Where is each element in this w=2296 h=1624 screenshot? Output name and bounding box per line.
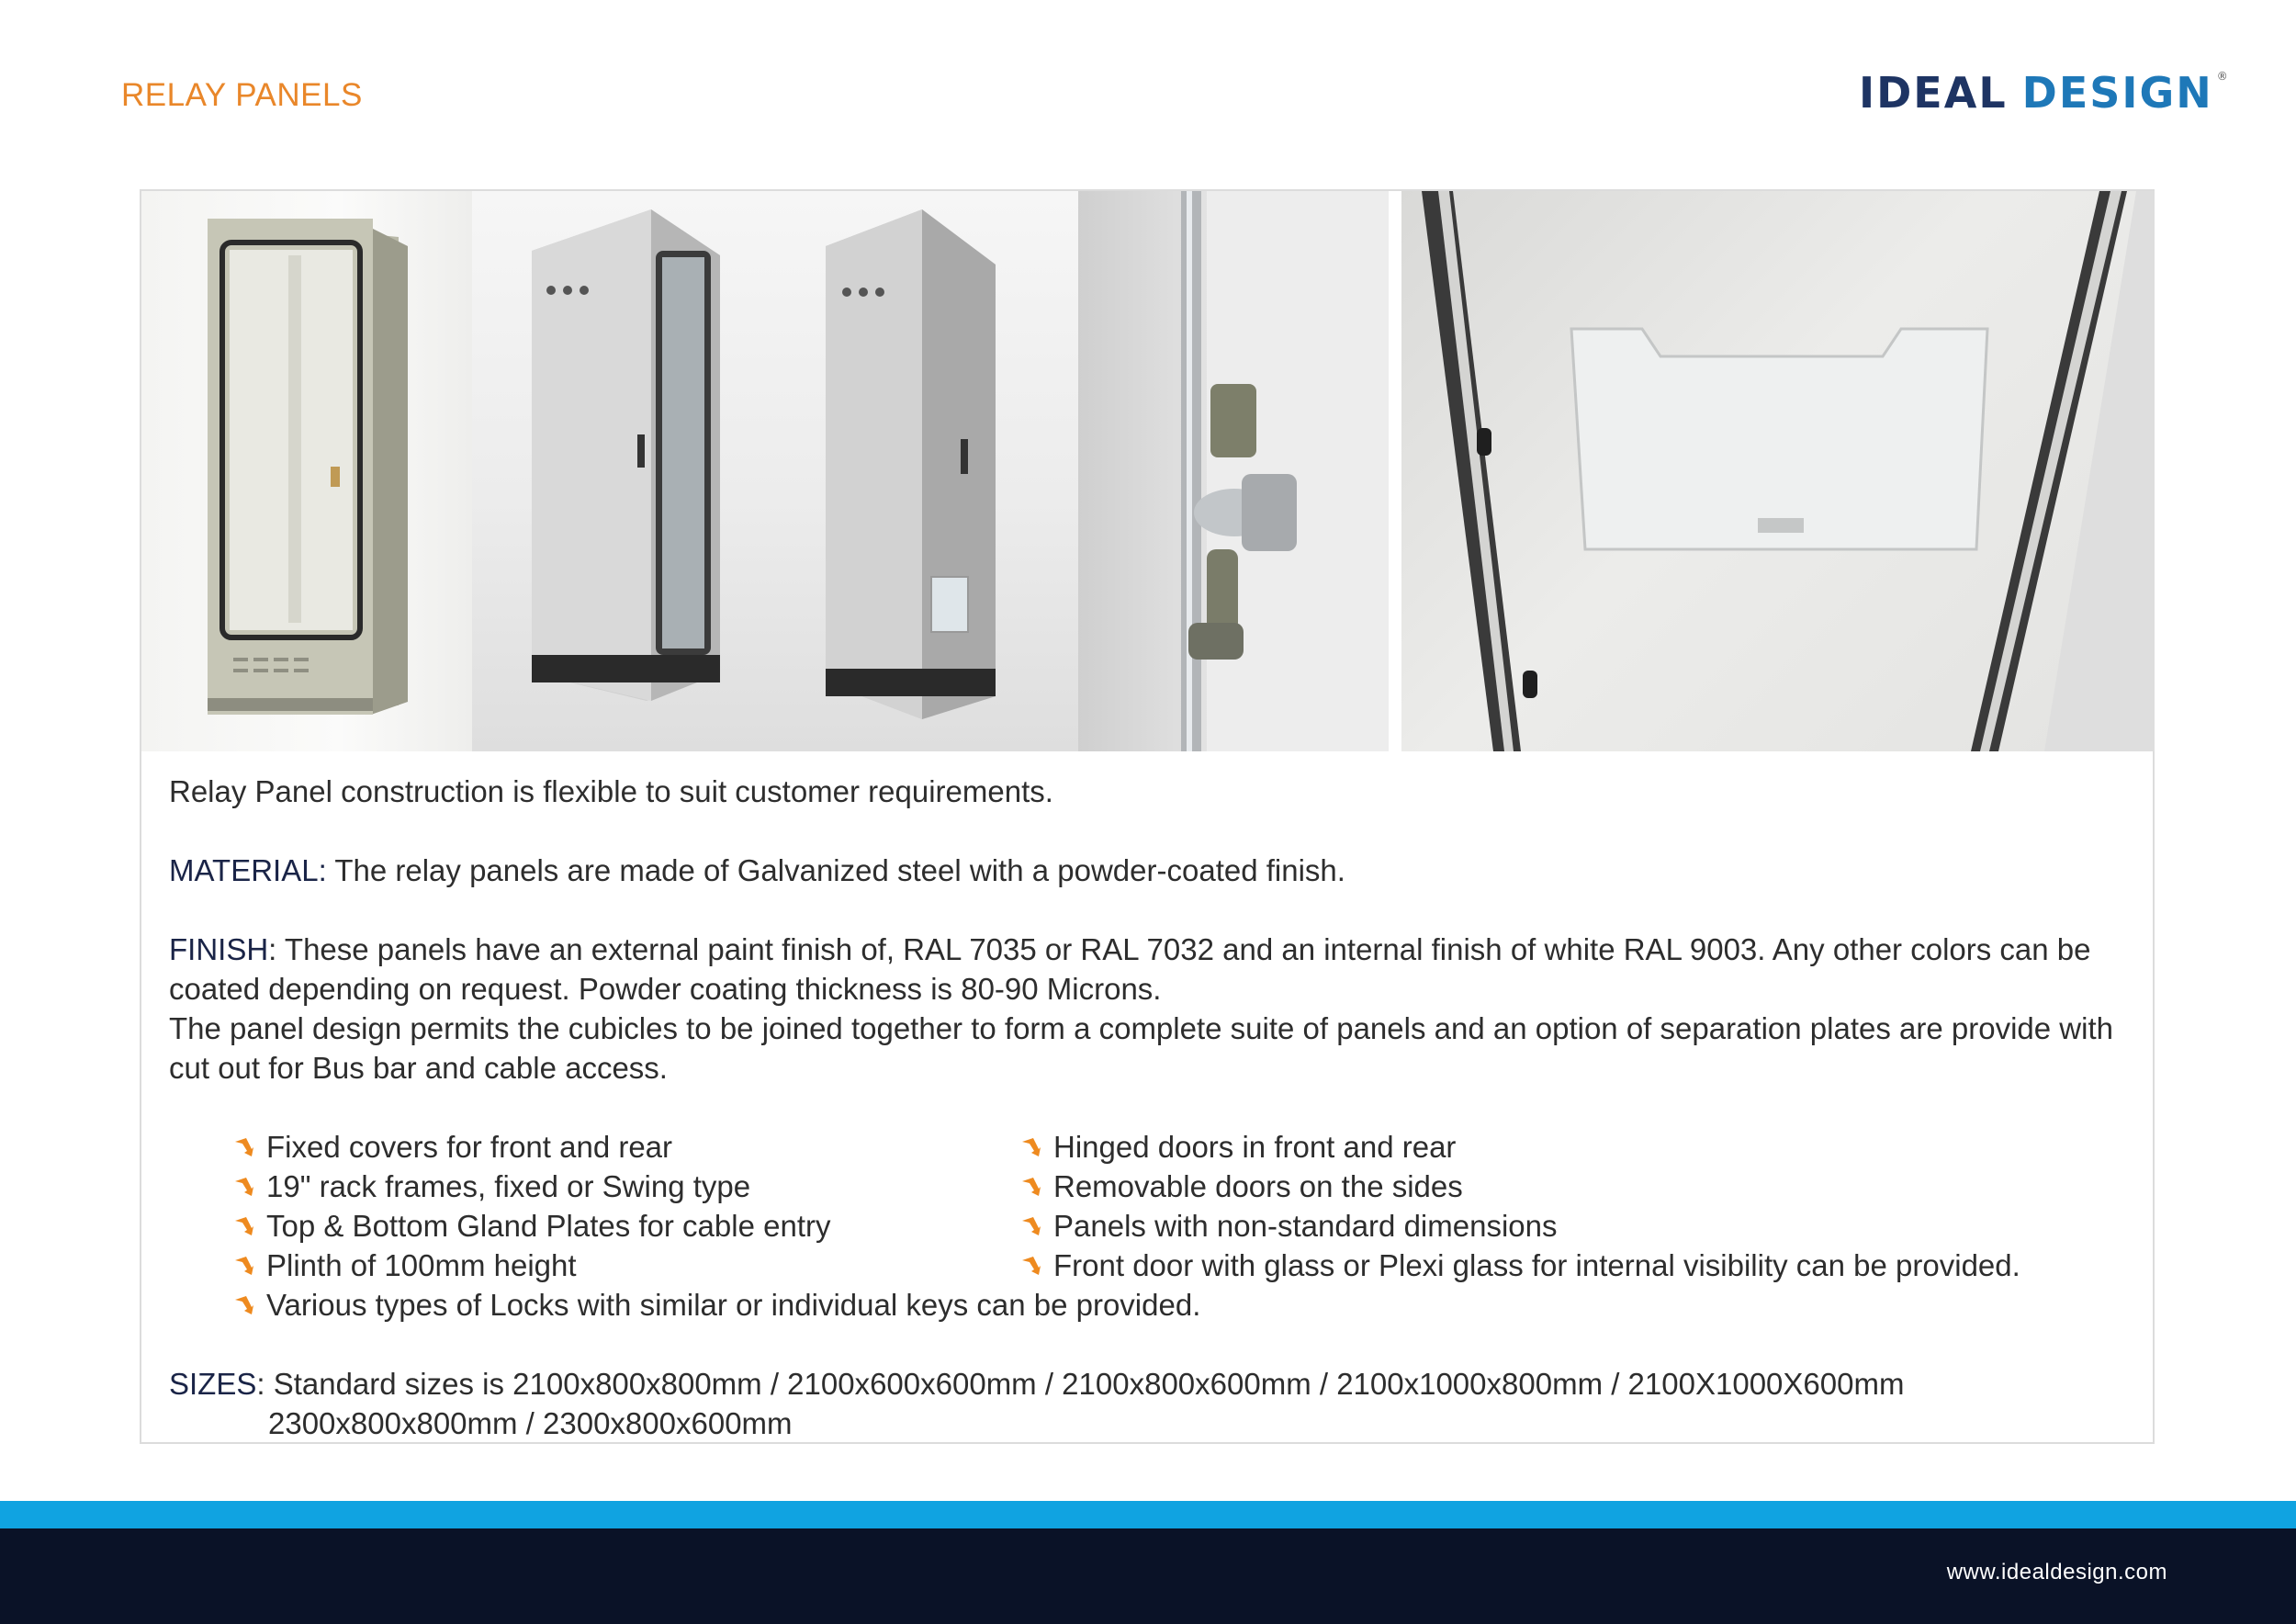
feature-item: Plinth of 100mm height (233, 1246, 577, 1285)
feature-item: Hinged doors in front and rear (1020, 1127, 1456, 1167)
material-text: The relay panels are made of Galvanized steel with a powder-coated finish. (326, 853, 1345, 887)
feature-item: Various types of Locks with similar or individual keys can be provided. (233, 1285, 1200, 1325)
logo-word-design: DESIGN (2021, 68, 2213, 118)
brand-logo (1859, 68, 2230, 118)
finish-paragraph (169, 930, 2134, 1009)
photo-glass-door-cabinet (141, 191, 472, 751)
feature-item: Removable doors on the sides (1020, 1167, 1463, 1206)
page-title: RELAY PANELS (121, 77, 363, 113)
footer-accent-stripe (0, 1501, 2296, 1528)
website-url: www.idealdesign.com (1946, 1560, 2167, 1585)
orange-arrow-icon (233, 1176, 255, 1198)
sizes-label: SIZES (169, 1367, 257, 1401)
orange-arrow-icon (233, 1215, 255, 1237)
logo-word-ideal: IDEAL (1859, 68, 2008, 118)
orange-arrow-icon (1020, 1255, 1042, 1277)
finish-text: : These panels have an external paint finish of, RAL 7035 or RAL 7032 and an internal finish of white RAL 9003. Any other colors can be coated depending on request. Powder coating thickness is 80-90 Microns. (169, 932, 2091, 1006)
orange-arrow-icon (1020, 1215, 1042, 1237)
content-panel (140, 189, 2155, 1444)
feature-item: 19" rack frames, fixed or Swing type (233, 1167, 750, 1206)
registered-mark: ® (2216, 70, 2230, 83)
sizes-line-1: : Standard sizes is 2100x800x800mm / 2100x600x600mm / 2100x800x600mm / 2100x1000x800mm / 2100X1000X600mm (256, 1367, 1905, 1401)
material-label: MATERIAL: (169, 853, 327, 887)
feature-item: Panels with non-standard dimensions (1020, 1206, 1557, 1246)
photo-grey-cabinets (472, 191, 1078, 751)
photo-document-holder (1401, 191, 2155, 751)
sizes-line-2: 2300x800x800mm / 2300x800x600mm (268, 1406, 793, 1440)
feature-item: Fixed covers for front and rear (233, 1127, 672, 1167)
feature-item: Top & Bottom Gland Plates for cable entry (233, 1206, 830, 1246)
product-photo-strip (141, 191, 2153, 751)
feature-item: Front door with glass or Plexi glass for internal visibility can be provided. (1020, 1246, 2020, 1285)
finish-label: FINISH (169, 932, 269, 966)
orange-arrow-icon (233, 1255, 255, 1277)
description-text (169, 772, 2134, 1443)
orange-arrow-icon (233, 1136, 255, 1158)
sizes-paragraph (169, 1364, 2134, 1404)
material-paragraph (169, 851, 2134, 890)
photo-door-hinge-lock (1078, 191, 1389, 751)
feature-list (169, 1127, 2134, 1325)
orange-arrow-icon (233, 1294, 255, 1316)
orange-arrow-icon (1020, 1136, 1042, 1158)
design-paragraph: The panel design permits the cubicles to be joined together to form a complete suite of panels and an option of separation plates are provide with cut out for Bus bar and cable access. (169, 1011, 2113, 1085)
intro-text: Relay Panel construction is flexible to suit customer requirements. (169, 774, 1053, 808)
footer-bar (0, 1528, 2296, 1624)
orange-arrow-icon (1020, 1176, 1042, 1198)
